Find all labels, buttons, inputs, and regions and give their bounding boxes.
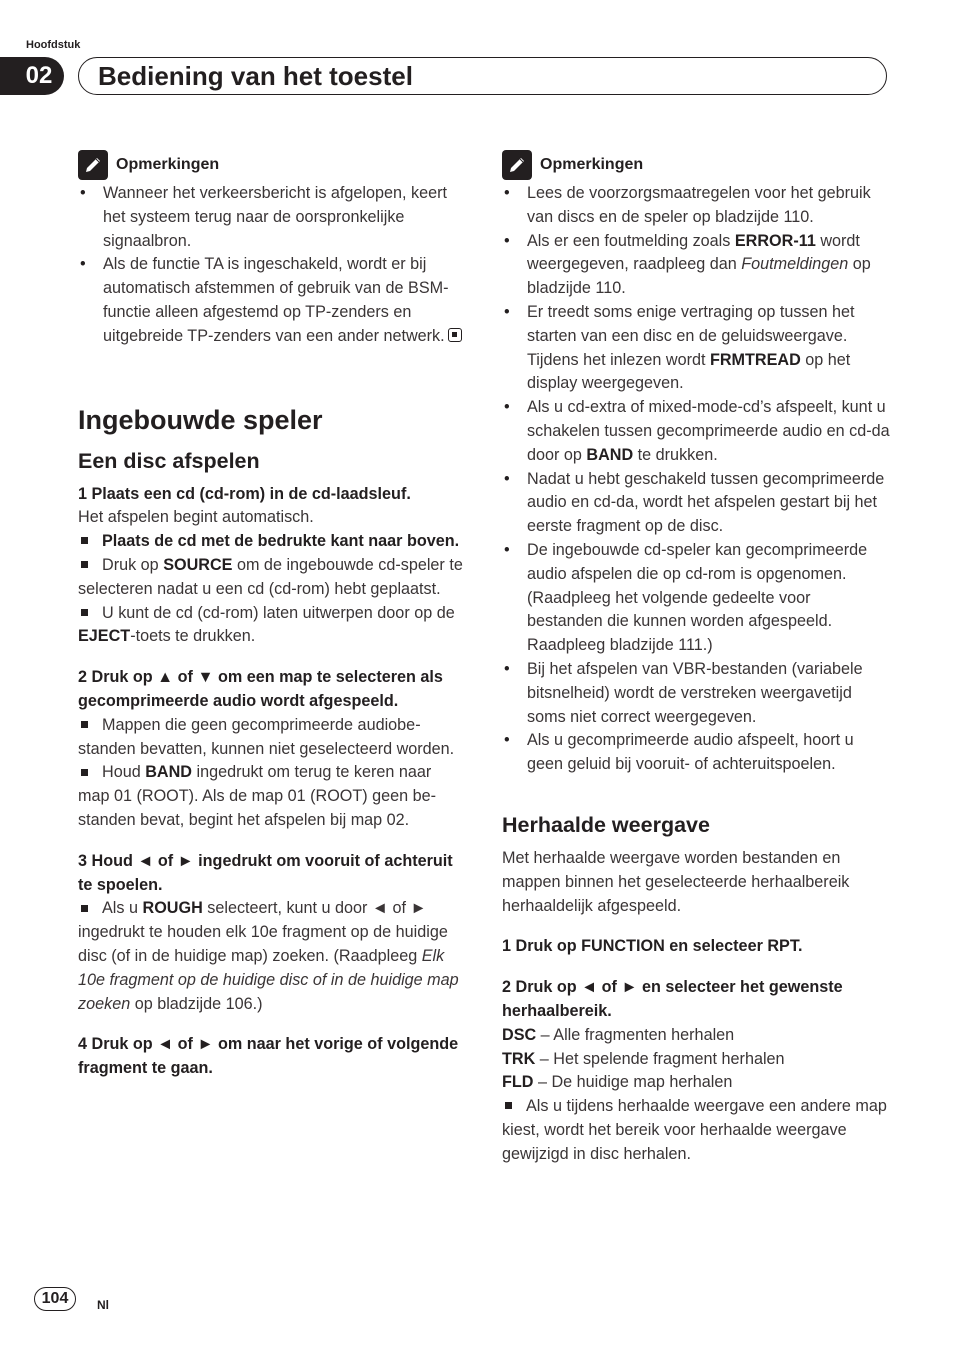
pencil-icon xyxy=(502,150,532,180)
intro-text: Met herhaalde weergave worden bestanden en mappen binnen het geselecteerde herhaalbereik herhaaldelijk afgespeeld. xyxy=(502,848,850,915)
right-column xyxy=(502,148,890,1166)
step-1-text: Het afspelen begint automatisch. xyxy=(78,508,314,527)
step-1-note-3: U kunt de cd (cd-rom) laten uitwerpen door op de EJECT-toets te drukken. xyxy=(78,603,455,646)
option-fld: FLD – De huidige map herhalen xyxy=(502,1073,733,1092)
step-1-note-bold: Plaats de cd met de bedrukte kant naar boven. xyxy=(78,530,466,554)
notes-title: Opmerkingen xyxy=(116,156,220,174)
chapter-title: Bediening van het toestel xyxy=(98,61,413,91)
square-bullet-icon xyxy=(81,561,88,568)
page-number: 104 xyxy=(34,1287,76,1311)
final-note: Als u tijdens herhaalde weergave een andere map kiest, wordt het bereik voor herhaalde weergave gewijzigd in disc herhalen. xyxy=(502,1097,887,1163)
notes-title: Opmerkingen xyxy=(540,156,644,174)
pencil-icon xyxy=(78,150,108,180)
subsection-title: Herhaalde weergave xyxy=(502,812,710,837)
subsection-title: Een disc afspelen xyxy=(78,448,260,473)
list-item: • Bij het afspelen van VBR-bestanden (variabele bitsnelheid) wordt de verstreken weergavetijd soms niet correct weergegeven. xyxy=(502,658,890,729)
list-item: • Lees de voorzorgsmaatregelen voor het gebruik van discs en de speler op bladzijde 110. xyxy=(502,182,890,230)
list-item: • Als u cd-extra of mixed-mode-cd’s afspeelt, kunt u schakelen tussen gecomprimeerde audio en cd-da door op BAND te drukken. xyxy=(502,396,890,467)
square-bullet-icon xyxy=(81,769,88,776)
option-trk: TRK – Het spelende fragment herhalen xyxy=(502,1049,785,1068)
notes-list xyxy=(78,182,466,349)
list-item: • Als de functie TA is ingeschakeld, wordt er bij automatisch afstemmen of gebruik van de BSM-functie alleen afgestemd op TP-zenders en uitgebreide TP-zenders van een ander netwerk. xyxy=(78,253,466,348)
list-item: • Er treedt soms enige vertraging op tussen het starten van een disc en de geluidsweergave. Tijdens het inlezen wordt FRMTREAD op het display weergegeven. xyxy=(502,301,890,396)
step-1: 1 Druk op FUNCTION en selecteer RPT. xyxy=(502,937,803,956)
list-item: • Wanneer het verkeersbericht is afgelopen, keert het systeem terug naar de oorspronkelijke signaalbron. xyxy=(78,182,466,253)
language-code: Nl xyxy=(97,1298,109,1312)
end-mark-icon xyxy=(448,328,462,342)
square-bullet-icon xyxy=(81,721,88,728)
step-1: 1 Plaats een cd (cd-rom) in de cd-laadsleuf. xyxy=(78,484,411,503)
list-item: • De ingebouwde cd-speler kan gecomprimeerde audio afspelen die op cd-rom is opgenomen. (Raadpleeg het volgende gedeelte voor bestanden die kunnen worden afgespeeld. Raadpleeg bladzijde 111.) xyxy=(502,539,890,658)
square-bullet-icon xyxy=(505,1102,512,1109)
step-2: 2 Druk op ◄ of ► en selecteer het gewenste herhaalbereik. xyxy=(502,978,843,1020)
section-title: Ingebouwde speler xyxy=(78,404,323,435)
step-3-note: Als u ROUGH selecteert, kunt u door ◄ of ► ingedrukt te houden elk 10e fragment op de huidige disc (of in de huidige map) zoeken. (Raadpleeg Elk 10e fragment op de huidige disc of in de huidige map zoeken op bladzijde 106.) xyxy=(78,899,459,1013)
list-item: • Als er een foutmelding zoals ERROR-11 wordt weergegeven, raadpleeg dan Foutmeldingen op bladzijde 110. xyxy=(502,230,890,301)
notes-heading xyxy=(78,148,466,182)
step-4: 4 Druk op ◄ of ► om naar het vorige of volgende fragment te gaan. xyxy=(78,1035,459,1078)
square-bullet-icon xyxy=(81,905,88,912)
step-2-note-2: Houd BAND ingedrukt om terug te keren naar map 01 (ROOT). Als de map 01 (ROOT) geen bestanden bevat, begint het afspelen bij map 02. xyxy=(78,763,437,829)
left-column xyxy=(78,148,466,1081)
square-bullet-icon xyxy=(81,537,88,544)
step-2: 2 Druk op ▲ of ▼ om een map te selecteren als gecomprimeerde audio wordt afgespeeld. xyxy=(78,668,443,710)
step-2-note-1: Mappen die geen gecomprimeerde audiobestanden bevatten, kunnen niet geselecteerd worden. xyxy=(78,715,455,758)
list-item: • Nadat u hebt geschakeld tussen gecomprimeerde audio en cd-da, wordt het afspelen gestart bij het eerste fragment op de disc. xyxy=(502,468,890,539)
chapter-label: Hoofdstuk xyxy=(26,39,81,51)
step-3: 3 Houd ◄ of ► ingedrukt om vooruit of achteruit te spoelen. xyxy=(78,851,453,894)
square-bullet-icon xyxy=(81,609,88,616)
list-item: • Als u gecomprimeerde audio afspeelt, hoort u geen geluid bij vooruit- of achteruitspoelen. xyxy=(502,729,890,777)
option-dsc: DSC – Alle fragmenten herhalen xyxy=(502,1025,735,1044)
step-1-note-2: Druk op SOURCE om de ingebouwde cd-speler te selecteren nadat u een cd (cd-rom) hebt geplaatst. xyxy=(78,555,463,598)
chapter-number: 02 xyxy=(0,57,64,95)
notes-list xyxy=(502,182,890,777)
notes-heading xyxy=(502,148,890,182)
